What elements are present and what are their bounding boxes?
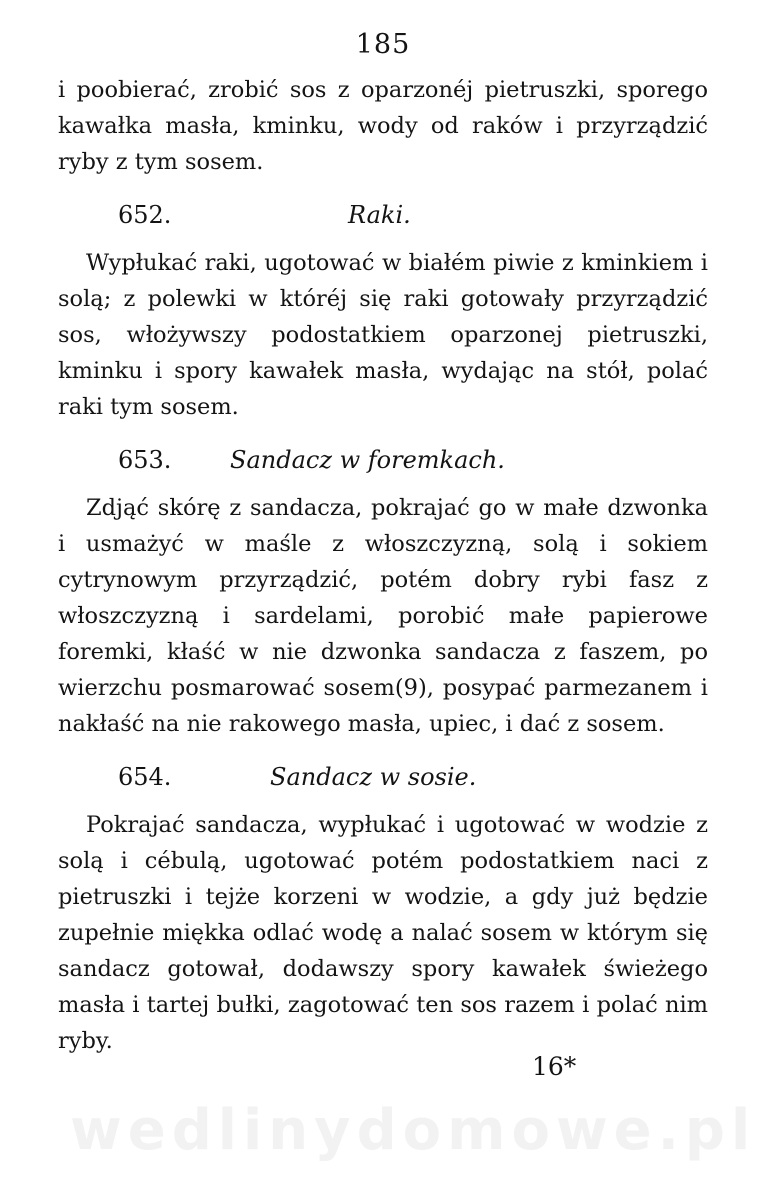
recipe-number: 654. — [118, 763, 172, 791]
recipe-heading — [58, 195, 708, 235]
book-page — [58, 28, 708, 1178]
recipe-heading — [58, 440, 708, 480]
watermark: wedlinydomowe.pl — [70, 1098, 757, 1163]
recipe-title: Sandacz w sosie. — [270, 763, 477, 791]
intro-paragraph: i poobierać, zrobić sos z oparzonéj pietruszki, sporego kawałka masła, kminku, wody od raków i przyrządzić ryby z tym sosem. — [58, 77, 708, 175]
signature-mark: 16* — [532, 1052, 577, 1081]
recipe-title: Raki. — [348, 201, 411, 229]
recipe-number: 652. — [118, 201, 172, 229]
recipe-number: 653. — [118, 446, 172, 474]
recipe-title: Sandacz w foremkach. — [230, 446, 505, 474]
recipe-heading — [58, 757, 708, 797]
recipe-text: Zdjąć skórę z sandacza, pokrajać go w małe dzwonka i usmażyć w maśle z włoszczyzną, solą i sokiem cytrynowym przyrządzić, potém dobry rybi fasz z włoszczyzną i sardelami, porobić małe papierowe foremki, kłaść w nie dzwonka sandacza z faszem, po wierzchu posmarować sosem(9), posypać parmezanem i nakłaść na nie rakowego masła, upiec, i dać z sosem. — [58, 495, 708, 737]
recipe-text: Wypłukać raki, ugotować w białém piwie z kminkiem i solą; z polewki w któréj się raki gotowały przyrządzić sos, włożywszy podostatkiem oparzonej pietruszki, kminku i spory kawałek masła, wydając na stół, polać raki tym sosem. — [58, 250, 708, 420]
page-number: 185 — [355, 29, 411, 60]
recipe-text: Pokrajać sandacza, wypłukać i ugotować w wodzie z solą i cébulą, ugotować potém podostatkiem naci z pietruszki i tejże korzeni w wodzie, a gdy już będzie zupełnie miękka odlać wodę a nalać sosem w którym się sandacz gotował, dodawszy spory kawałek świeżego masła i tartej bułki, zagotować ten sos razem i polać nim ryby. — [58, 812, 708, 1054]
